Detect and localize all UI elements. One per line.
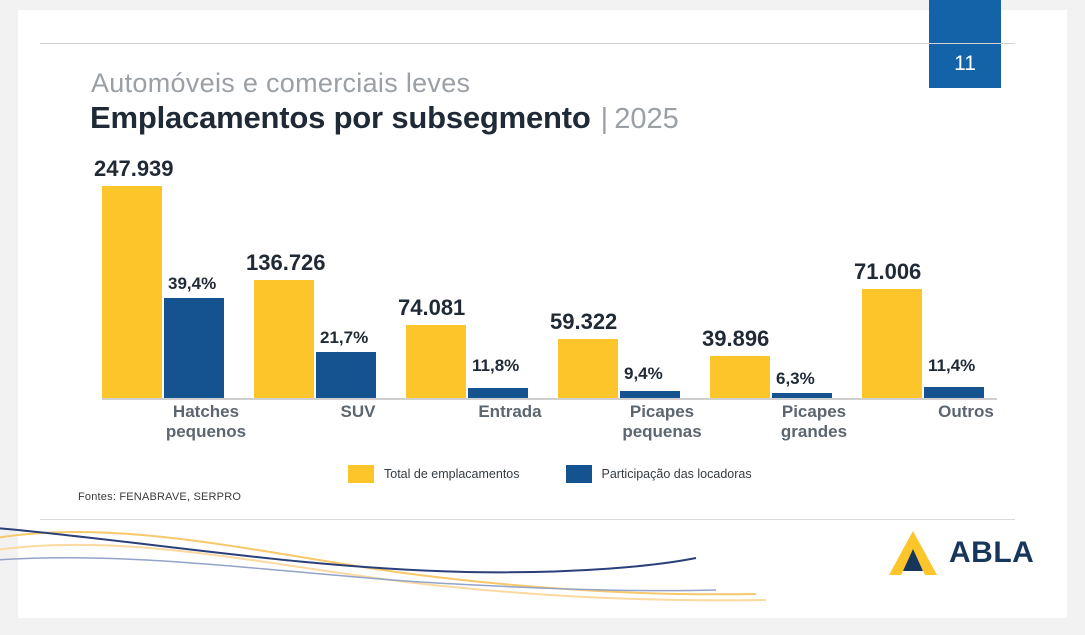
category-label-4-line2: grandes [780,422,848,441]
category-label-2-line1: Entrada [478,402,542,421]
legend-swatch-total [348,465,374,483]
bar-total-2 [406,325,466,398]
legend-swatch-participation [566,465,592,483]
bar-participation-1 [316,352,376,398]
abla-logo [885,522,1045,584]
category-label-0-line2: pequenos [165,422,247,441]
chart-legend [348,465,752,483]
bar-total-3 [558,339,618,398]
bar-label-part-3: 9,4% [624,364,663,383]
legend-item-participation [566,465,752,483]
bar-label-part-5: 11,4% [928,356,976,375]
source-note: Fontes: FENABRAVE, SERPRO [78,491,242,503]
title-separator: | [600,103,609,135]
slide-eyebrow: Automóveis e comerciais leves [91,68,471,98]
category-label-3 [582,402,742,442]
abla-logo-mark [885,527,941,579]
bar-label-total-2: 74.081 [398,295,466,320]
top-divider [40,43,1015,44]
category-label-1 [278,402,438,422]
bar-group-suv [246,153,406,398]
category-label-1-line1: SUV [340,402,376,421]
page-title [90,100,679,136]
bar-group-hatches-pequenos [94,153,254,398]
chart-axis [102,398,997,400]
category-label-2 [430,402,590,422]
category-label-5 [886,402,1046,422]
bar-participation-4 [772,393,832,398]
bar-label-total-0: 247.939 [94,156,174,181]
bar-participation-2 [468,388,528,398]
title-main: Emplacamentos por subsegmento [90,100,591,135]
bar-label-part-4: 6,3% [776,369,815,388]
bar-total-4 [710,356,770,398]
bar-label-total-3: 59.322 [550,309,618,334]
bar-total-0 [102,186,162,398]
decorative-waves [0,510,796,610]
category-label-5-line1: Outros [938,402,994,421]
bar-chart [90,150,1000,400]
bar-total-5 [862,289,922,398]
bar-participation-3 [620,391,680,398]
bar-label-part-2: 11,8% [472,356,520,375]
page-number: 11 [954,52,976,75]
category-label-0-line1: Hatches [172,402,240,421]
bar-group-picapes-grandes [702,153,862,398]
legend-label-participation: Participação das locadoras [601,467,752,481]
bar-group-picapes-pequenas [550,153,710,398]
page-number-tab [929,0,1001,88]
bar-total-1 [254,280,314,398]
bar-label-part-0: 39,4% [168,274,217,293]
category-label-4-line1: Picapes [781,402,847,421]
bar-participation-0 [164,298,224,398]
bar-label-total-5: 71.006 [854,259,922,284]
category-labels [90,402,1000,452]
category-label-4 [734,402,894,442]
bar-label-total-4: 39.896 [702,326,770,351]
bar-label-total-1: 136.726 [246,250,326,275]
title-year: 2025 [614,103,679,135]
bar-group-entrada [398,153,558,398]
bar-group-outros [854,153,1014,398]
category-label-3-line2: pequenas [622,422,702,441]
legend-item-total [348,465,520,483]
abla-logo-text: ABLA [949,536,1035,569]
bar-label-part-1: 21,7% [320,328,369,347]
legend-label-total: Total de emplacamentos [384,467,520,481]
bar-participation-5 [924,387,984,398]
category-label-3-line1: Picapes [629,402,695,421]
category-label-0 [126,402,286,442]
slide [18,10,1067,618]
